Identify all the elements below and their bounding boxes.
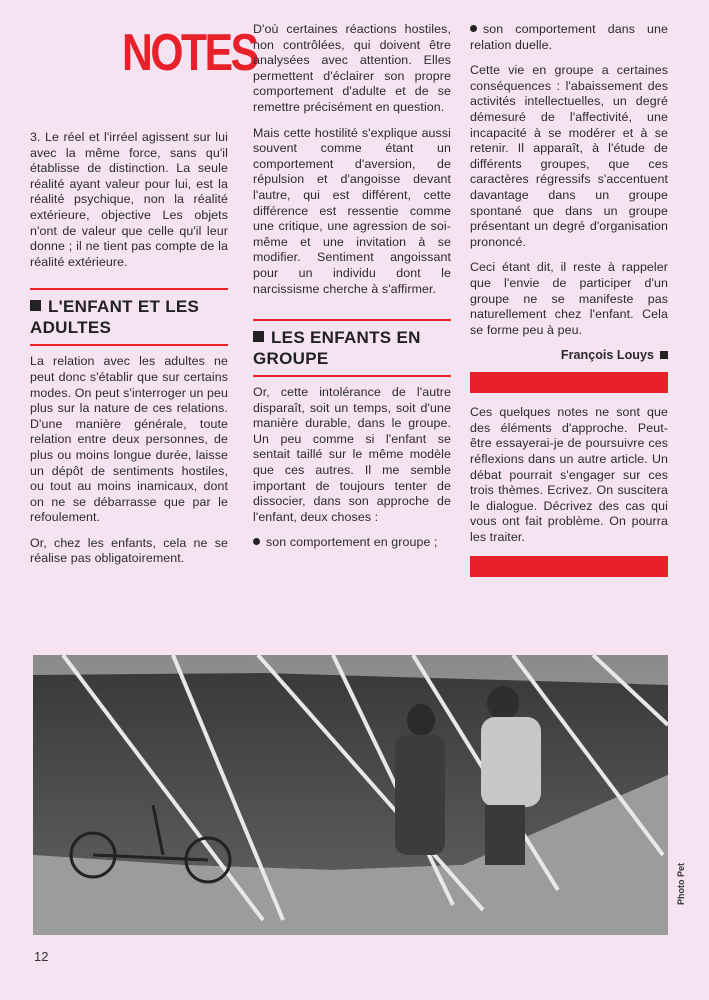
section-heading-text: L'ENFANT ET LES ADULTES (30, 297, 200, 338)
bullet-icon (470, 25, 477, 32)
divider (30, 288, 228, 290)
paragraph: D'où certaines réactions hostiles, non contrôlées, qui doivent être analysées avec attention. Elles permettent d'éclairer son propre comportement d'adulte et de se remettre précisément en question. (253, 22, 451, 114)
author-name: François Louys (560, 348, 654, 363)
paragraph: Cette vie en groupe a certaines conséquences : l'abaissement des activités intellectuelles, un degré démesuré de l'affectivité, une incapacité à se modérer et à se retenir. Il apparaît, à l'étude de différents groupes, que ces caractères régressifs s'accentuent davantage dans un groupe spontané que dans un groupe présentant un degré d'organisation prononcé. (470, 63, 668, 249)
red-bar (470, 556, 668, 577)
column-2 (253, 22, 451, 561)
paragraph: Or, chez les enfants, cela ne se réalise pas obligatoirement. (30, 535, 228, 566)
divider (253, 319, 451, 321)
paragraph: Ceci étant dit, il reste à rappeler que l'envie de participer d'un groupe ne se manifeste pas naturellement chez l'enfant. Cela se forme peu à peu. (470, 260, 668, 337)
bullet-item (470, 22, 668, 53)
tent-photo (33, 655, 668, 935)
paragraph: Or, cette intolérance de l'autre disparaît, soit un temps, soit d'une manière durable, dans le groupe. Un peu comme si l'enfant se sentait taillé sur le même modèle que ces autres. Il me semble important de toujours tenter de dissocier, dans son approche de l'enfant, deux choses : (253, 385, 451, 524)
bullet-icon (253, 538, 260, 545)
end-square-icon (660, 351, 668, 359)
paragraph: Mais cette hostilité s'explique aussi souvent comme étant un comportement d'aversion, de répulsion et d'angoisse devant l'autre, qui est différent, cette différence est ressentie comme une critique, une agression de soi-même et une invitation à se modifier. Sentiment angoissant pour un individu dont le narcissisme cherche à s'affirmer. (253, 125, 451, 296)
paragraph: Ces quelques notes ne sont que des éléments d'approche. Peut-être essayerai-je de poursuivre ces réflexions dans un autre article. Un débat pourrait s'engager sur ces trois thèmes. Ecrivez. On suscitera le dialogue. Décrivez des cas qui vous ont fait problème. On pourra les traiter. (470, 405, 668, 545)
section-heading-text: LES ENFANTS EN GROUPE (253, 328, 421, 369)
column-1 (30, 22, 228, 577)
square-bullet-icon (253, 331, 264, 342)
divider (253, 375, 451, 377)
square-bullet-icon (30, 300, 41, 311)
divider (30, 344, 228, 346)
notes-title: NOTES (122, 24, 257, 82)
paragraph: 3. Le réel et l'irréel agissent sur lui avec la même force, sans qu'il établisse de distinction. La seule réalité ayant valeur pour lui, est la réalité psychique, non la réalité extérieure, objective Les objets n'ont de valeur que celle qu'il leur donne ; il ne tient pas compte de la réalité extérieure. (30, 130, 228, 269)
tent-photo-illustration (33, 655, 668, 935)
section-heading (30, 296, 228, 338)
photo-credit: Photo Pet (676, 863, 686, 905)
paragraph: La relation avec les adultes ne peut donc s'établir que sur certains modes. On peut s'interroger un peu plus sur la nature de ces relations. D'une manière générale, toute relation entre deux personnes, de plus ou moins longue durée, laisse un dépôt de sentiments hostiles, ou tout au moins inamicaux, dont on ne se débarrasse que par le refoulement. (30, 354, 228, 525)
section-heading (253, 327, 451, 369)
bullet-item (253, 535, 451, 551)
author-signature (470, 348, 668, 362)
page-number: 12 (34, 949, 49, 964)
column-3 (470, 22, 668, 577)
bullet-text: son comportement en groupe ; (266, 535, 438, 550)
red-bar (470, 372, 668, 393)
bullet-text: son comportement dans une relation duelle. (470, 22, 668, 52)
